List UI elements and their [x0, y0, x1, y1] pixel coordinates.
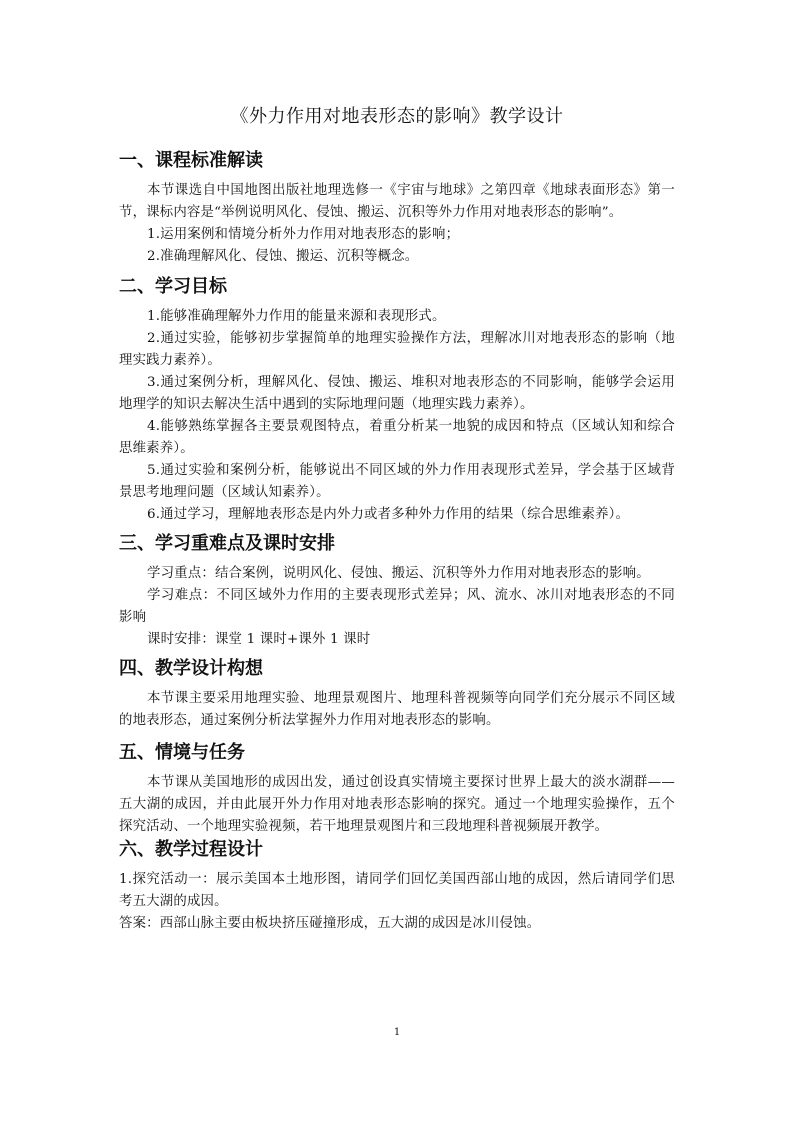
- paragraph-schedule: 课时安排：课堂 1 课时+课外 1 课时: [147, 632, 371, 647]
- section-heading-design-concept: 四、教学设计构想: [119, 658, 263, 679]
- paragraph-design-concept: 本节课主要采用地理实验、地理景观图片、地理科普视频等向同学们充分展示不同区域的地表形态，通过案例分析法掌握外力作用对地表形态的影响。: [119, 691, 675, 728]
- paragraph-context-task: 本节课从美国地形的成因出发，通过创设真实情境主要探讨世界上最大的淡水湖群——五大湖的成因，并由此展开外力作用对地表形态影响的探究。通过一个地理实验操作，五个探究活动、一个地理实验视频，若干地理景观图片和三段地理科普视频展开教学。: [119, 775, 675, 834]
- paragraph-objective-4: 4.能够熟练掌握各主要景观图特点，着重分析某一地貌的成因和特点（区域认知和综合思维素养）。: [119, 419, 675, 456]
- paragraph-objective-3: 3.通过案例分析，理解风化、侵蚀、搬运、堆积对地表形态的不同影响，能够学会运用地理学的知识去解决生活中遇到的实际地理问题（地理实践力素养）。: [119, 375, 675, 412]
- section-heading-curriculum: 一、课程标准解读: [119, 150, 263, 171]
- paragraph-objective-6: 6.通过学习，理解地表形态是内外力或者多种外力作用的结果（综合思维素养）。: [147, 507, 630, 522]
- paragraph-key-point: 学习重点：结合案例，说明风化、侵蚀、搬运、沉积等外力作用对地表形态的影响。: [147, 566, 650, 581]
- section-heading-context-task: 五、情境与任务: [119, 742, 245, 763]
- section-heading-objectives: 二、学习目标: [119, 276, 227, 297]
- paragraph-answer: 答案：西部山脉主要由板块挤压碰撞形成，五大湖的成因是冰川侵蚀。: [119, 916, 541, 931]
- section-heading-key-points: 三、学习重难点及课时安排: [119, 533, 335, 554]
- paragraph-difficulty: 学习难点：不同区域外力作用的主要表现形式差异；风、流水、冰川对地表形态的不同影响: [119, 588, 675, 625]
- paragraph-activity-1: 1.探究活动一：展示美国本土地形图，请同学们回忆美国西部山地的成因，然后请同学们思考五大湖的成因。: [119, 872, 675, 909]
- section-heading-process: 六、教学过程设计: [119, 839, 263, 860]
- document-title: 《外力作用对地表形态的影响》教学设计: [230, 106, 564, 127]
- page-number: 1: [393, 1027, 401, 1038]
- paragraph-objective-1: 1.能够准确理解外力作用的能量来源和表现形式。: [147, 309, 446, 324]
- paragraph-objective-2: 2.通过实验，能够初步掌握简单的地理实验操作方法，理解冰川对地表形态的影响（地理实践力素养）。: [119, 331, 675, 368]
- paragraph-objective-5: 5.通过实验和案例分析，能够说出不同区域的外力作用表现形式差异，学会基于区域背景思考地理问题（区域认知素养）。: [119, 463, 675, 500]
- paragraph-curriculum-point-1: 1.运用案例和情境分析外力作用对地表形态的影响；: [147, 227, 460, 242]
- paragraph-curriculum-point-2: 2.准确理解风化、侵蚀、搬运、沉积等概念。: [147, 249, 419, 264]
- paragraph-curriculum-intro: 本节课选自中国地图出版社地理选修一《宇宙与地球》之第四章《地球表面形态》第一节，课标内容是“举例说明风化、侵蚀、搬运、沉积等外力作用对地表形态的影响”。: [119, 183, 675, 220]
